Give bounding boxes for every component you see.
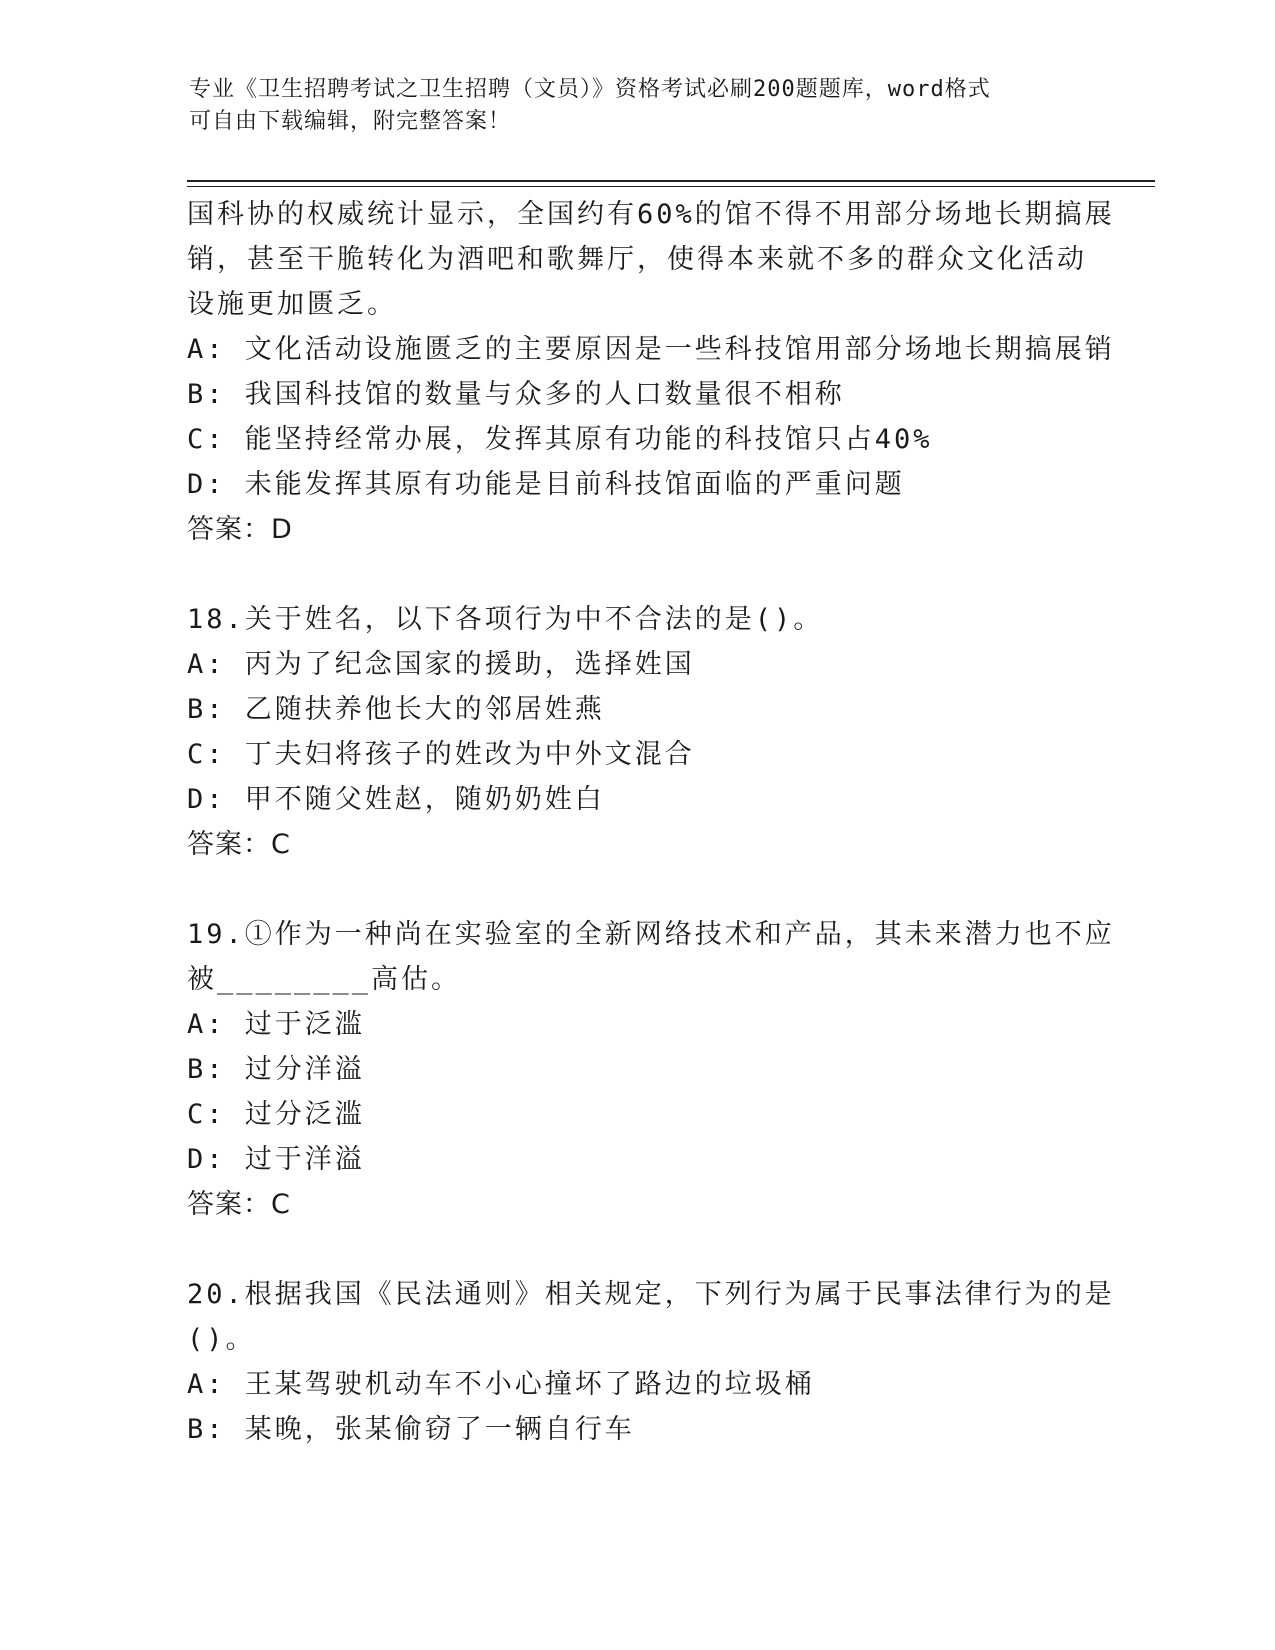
- question-text-line: 20.根据我国《民法通则》相关规定，下列行为属于民事法律行为的是: [187, 1279, 1115, 1310]
- option-a: A: 过于泛滥: [187, 1009, 365, 1040]
- option-c: C: 过分泛滥: [187, 1099, 365, 1130]
- document-header: [189, 74, 1089, 138]
- answer-label: 答案：D: [187, 514, 293, 545]
- option-d: D: 未能发挥其原有功能是目前科技馆面临的严重问题: [187, 469, 905, 500]
- option-a: A: 王某驾驶机动车不小心撞坏了路边的垃圾桶: [187, 1369, 815, 1400]
- spacer: [187, 1227, 1087, 1272]
- option-c: C: 能坚持经常办展，发挥其原有功能的科技馆只占40%: [187, 424, 933, 455]
- spacer: [187, 552, 1087, 597]
- answer-label: 答案：C: [187, 1189, 291, 1220]
- question-20: [187, 1272, 1115, 1452]
- header-title-line-2: 可自由下载编辑，附完整答案！: [189, 109, 512, 134]
- answer-label: 答案：C: [187, 829, 291, 860]
- question-content: [187, 192, 1115, 1452]
- question-text-line: 销，甚至干脆转化为酒吧和歌舞厅，使得本来就不多的群众文化活动: [187, 244, 1087, 275]
- question-19: [187, 912, 1115, 1227]
- question-17: [187, 192, 1115, 552]
- question-text-line: 国科协的权威统计显示，全国约有60%的馆不得不用部分场地长期搞展: [187, 199, 1115, 230]
- option-a: A: 文化活动设施匮乏的主要原因是一些科技馆用部分场地长期搞展销: [187, 334, 1115, 365]
- option-d: D: 过于洋溢: [187, 1144, 365, 1175]
- header-divider-thick: [187, 180, 1155, 182]
- option-b: B: 乙随扶养他长大的邻居姓燕: [187, 694, 605, 725]
- option-a: A: 丙为了纪念国家的援助，选择姓国: [187, 649, 695, 680]
- spacer: [187, 867, 1087, 912]
- question-18: [187, 597, 1087, 867]
- question-text-line: 18.关于姓名，以下各项行为中不合法的是()。: [187, 604, 824, 635]
- option-b: B: 我国科技馆的数量与众多的人口数量很不相称: [187, 379, 845, 410]
- option-c: C: 丁夫妇将孩子的姓改为中外文混合: [187, 739, 695, 770]
- header-title-line-1: 专业《卫生招聘考试之卫生招聘（文员）》资格考试必刷200题题库，word格式: [189, 77, 991, 102]
- question-text-line: ()。: [187, 1324, 256, 1355]
- option-d: D: 甲不随父姓赵，随奶奶姓白: [187, 784, 605, 815]
- option-b: B: 某晚，张某偷窃了一辆自行车: [187, 1414, 635, 1445]
- header-divider-thin: [187, 186, 1155, 187]
- question-text-line: 19.①作为一种尚在实验室的全新网络技术和产品，其未来潜力也不应: [187, 919, 1115, 950]
- question-text-line: 设施更加匮乏。: [187, 289, 397, 320]
- option-b: B: 过分洋溢: [187, 1054, 365, 1085]
- question-text-line: 被________高估。: [187, 964, 462, 995]
